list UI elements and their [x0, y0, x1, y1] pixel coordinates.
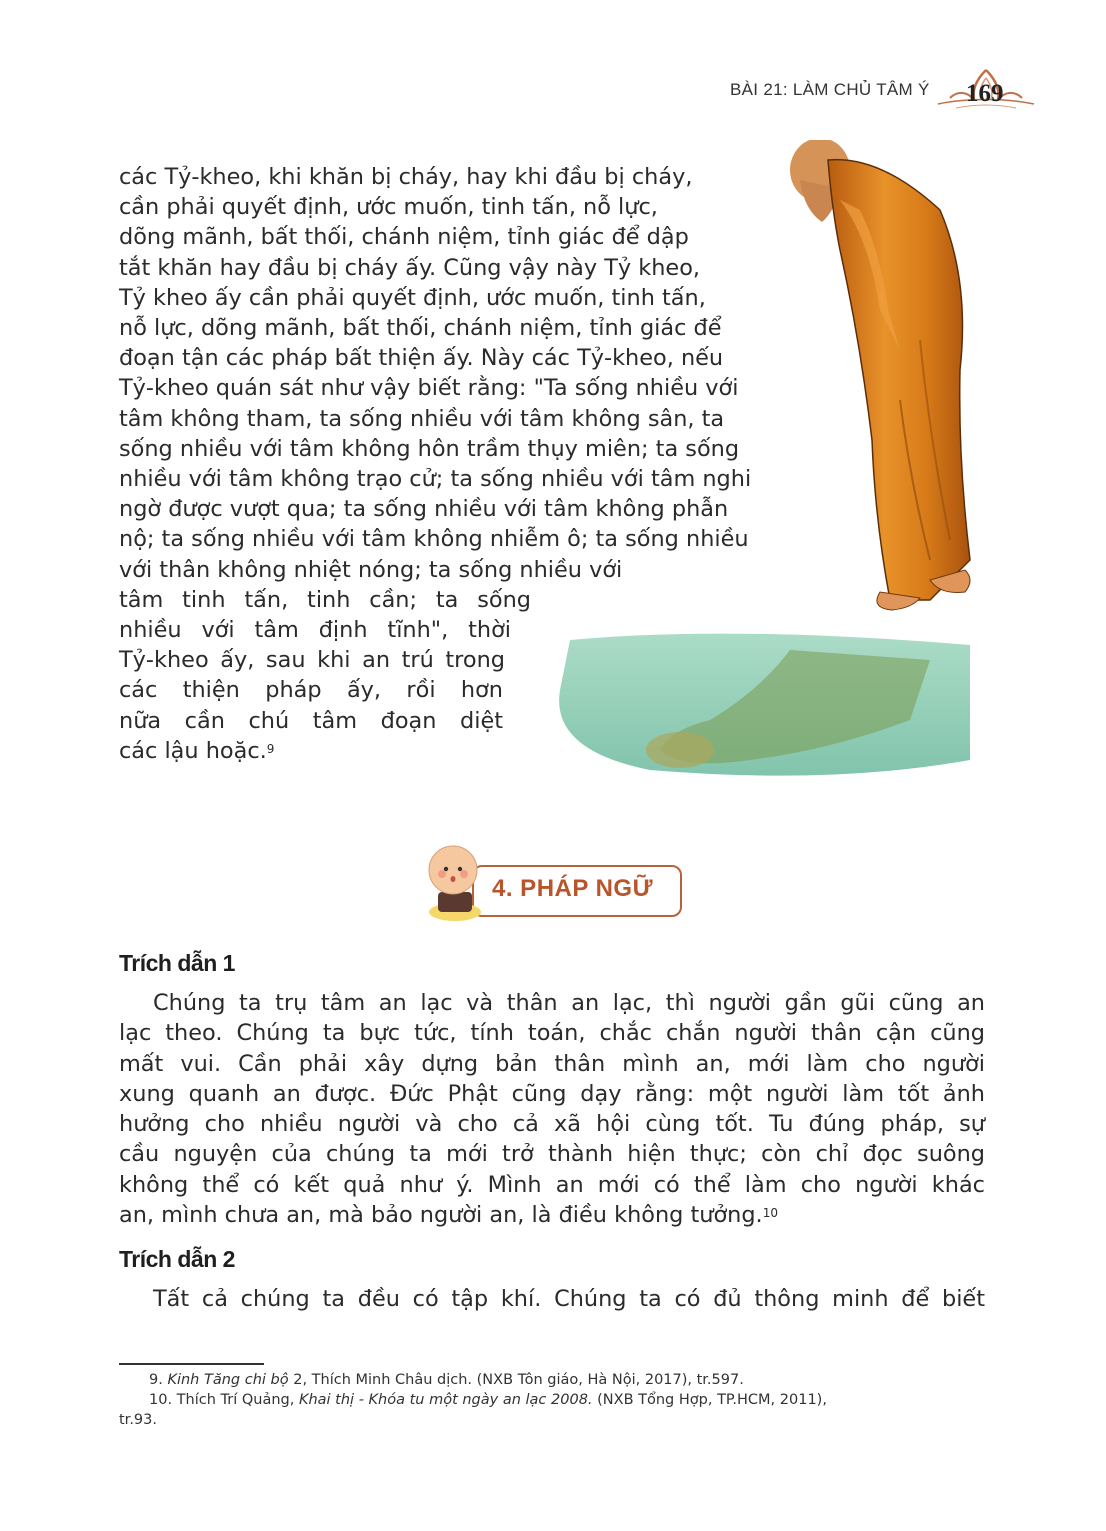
quote-line: ngờ được vượt qua; ta sống nhiều với tâm không phẫn — [119, 496, 729, 523]
quote-line: Tỷ-kheo ấy, sau khi an trú trong — [119, 647, 505, 674]
quote-paragraph — [119, 162, 769, 766]
quote-line: Tỷ-kheo quán sát như vậy biết rằng: "Ta sống nhiều với — [119, 375, 739, 402]
quote-line: nộ; ta sống nhiều với tâm không nhiễm ô; ta sống nhiều — [119, 526, 749, 553]
quote-line: cần phải quyết định, ước muốn, tinh tấn, nỗ lực, — [119, 194, 658, 221]
quote-line: các lậu hoặc. — [119, 737, 267, 764]
citation-line: mất vui. Cần phải xây dựng bản thân mình an, mới làm cho người — [119, 1050, 985, 1077]
footnote-10: 10. Thích Trí Quảng, Khai thị - Khóa tu một ngày an lạc 2008. (NXB Tổng Hợp, TP.HCM, 2011), — [149, 1392, 827, 1408]
quote-line: đoạn tận các pháp bất thiện ấy. Này các Tỷ-kheo, nếu — [119, 345, 724, 372]
citation-line: không thể có kết quả như ý. Mình an mới có thể làm cho người khác — [119, 1171, 985, 1198]
quote-line: Tỷ kheo ấy cần phải quyết định, ước muốn, tinh tấn, — [119, 284, 706, 311]
quote-line: nhiều với tâm định tĩnh", thời — [119, 617, 511, 644]
quote-line: nỗ lực, dõng mãnh, bất thối, chánh niệm, tỉnh giác để — [119, 315, 722, 342]
footnote-9: 9. Kinh Tăng chi bộ 2, Thích Minh Châu dịch. (NXB Tôn giáo, Hà Nội, 2017), tr.597. — [149, 1372, 744, 1388]
quote-line: tâm tinh tấn, tinh cần; ta sống — [119, 586, 531, 613]
quote-line: dõng mãnh, bất thối, chánh niệm, tỉnh giác để dập — [119, 224, 689, 251]
quote-line: tâm không tham, ta sống nhiều với tâm không sân, ta — [119, 405, 725, 432]
citation-line: hưởng cho nhiều người và cho cả xã hội cùng tốt. Tu đúng pháp, sự — [119, 1111, 985, 1138]
citation-heading: Trích dẫn 2 — [119, 1246, 235, 1272]
monk-illustration — [780, 140, 1000, 620]
quote-line: các thiện pháp ấy, rồi hơn — [119, 677, 503, 704]
footnote-divider — [119, 1363, 264, 1365]
citation-body — [119, 1284, 985, 1314]
citation-line: lạc theo. Chúng ta bực tức, tính toán, chắc chắn người thân cận cũng — [119, 1020, 985, 1047]
section-badge — [420, 860, 680, 920]
quote-line: với thân không nhiệt nóng; ta sống nhiều với — [119, 556, 623, 583]
quote-line: sống nhiều với tâm không hôn trầm thụy miên; ta sống — [119, 435, 740, 462]
quote-line: nhiều với tâm không trạo cử; ta sống nhiều với tâm nghi — [119, 466, 752, 493]
citation-line: Tất cả chúng ta đều có tập khí. Chúng ta có đủ thông minh để biết — [153, 1286, 985, 1312]
citation-line: an, mình chưa an, mà bảo người an, là điều không tưởng. — [119, 1202, 763, 1229]
quote-line: tắt khăn hay đầu bị cháy ấy. Cũng vậy này Tỷ kheo, — [119, 254, 701, 281]
child-monk-icon — [420, 838, 490, 923]
footnotes — [119, 1370, 985, 1430]
citation-line: xung quanh an được. Đức Phật cũng dạy rằng: một người làm tốt ảnh — [119, 1080, 985, 1107]
citation-body — [119, 988, 985, 1230]
citation-heading: Trích dẫn 1 — [119, 950, 235, 976]
citation-line: Chúng ta trụ tâm an lạc và thân an lạc, thì người gần gũi cũng an — [153, 990, 985, 1016]
footnote-10-continuation: tr.93. — [119, 1412, 157, 1428]
footnote-ref: 10 — [762, 1206, 778, 1221]
footnote-ref: 9 — [266, 741, 275, 756]
page-number: 169 — [966, 80, 1004, 107]
quote-line: các Tỷ-kheo, khi khăn bị cháy, hay khi đầu bị cháy, — [119, 164, 693, 190]
quote-line: nữa cần chú tâm đoạn diệt — [119, 707, 503, 734]
chapter-title: BÀI 21: LÀM CHỦ TÂM Ý — [730, 80, 930, 99]
section-title: 4. PHÁP NGỮ — [492, 875, 654, 902]
citation-line: cầu nguyện của chúng ta mới trở thành hiện thực; còn chỉ đọc suông — [119, 1141, 985, 1168]
